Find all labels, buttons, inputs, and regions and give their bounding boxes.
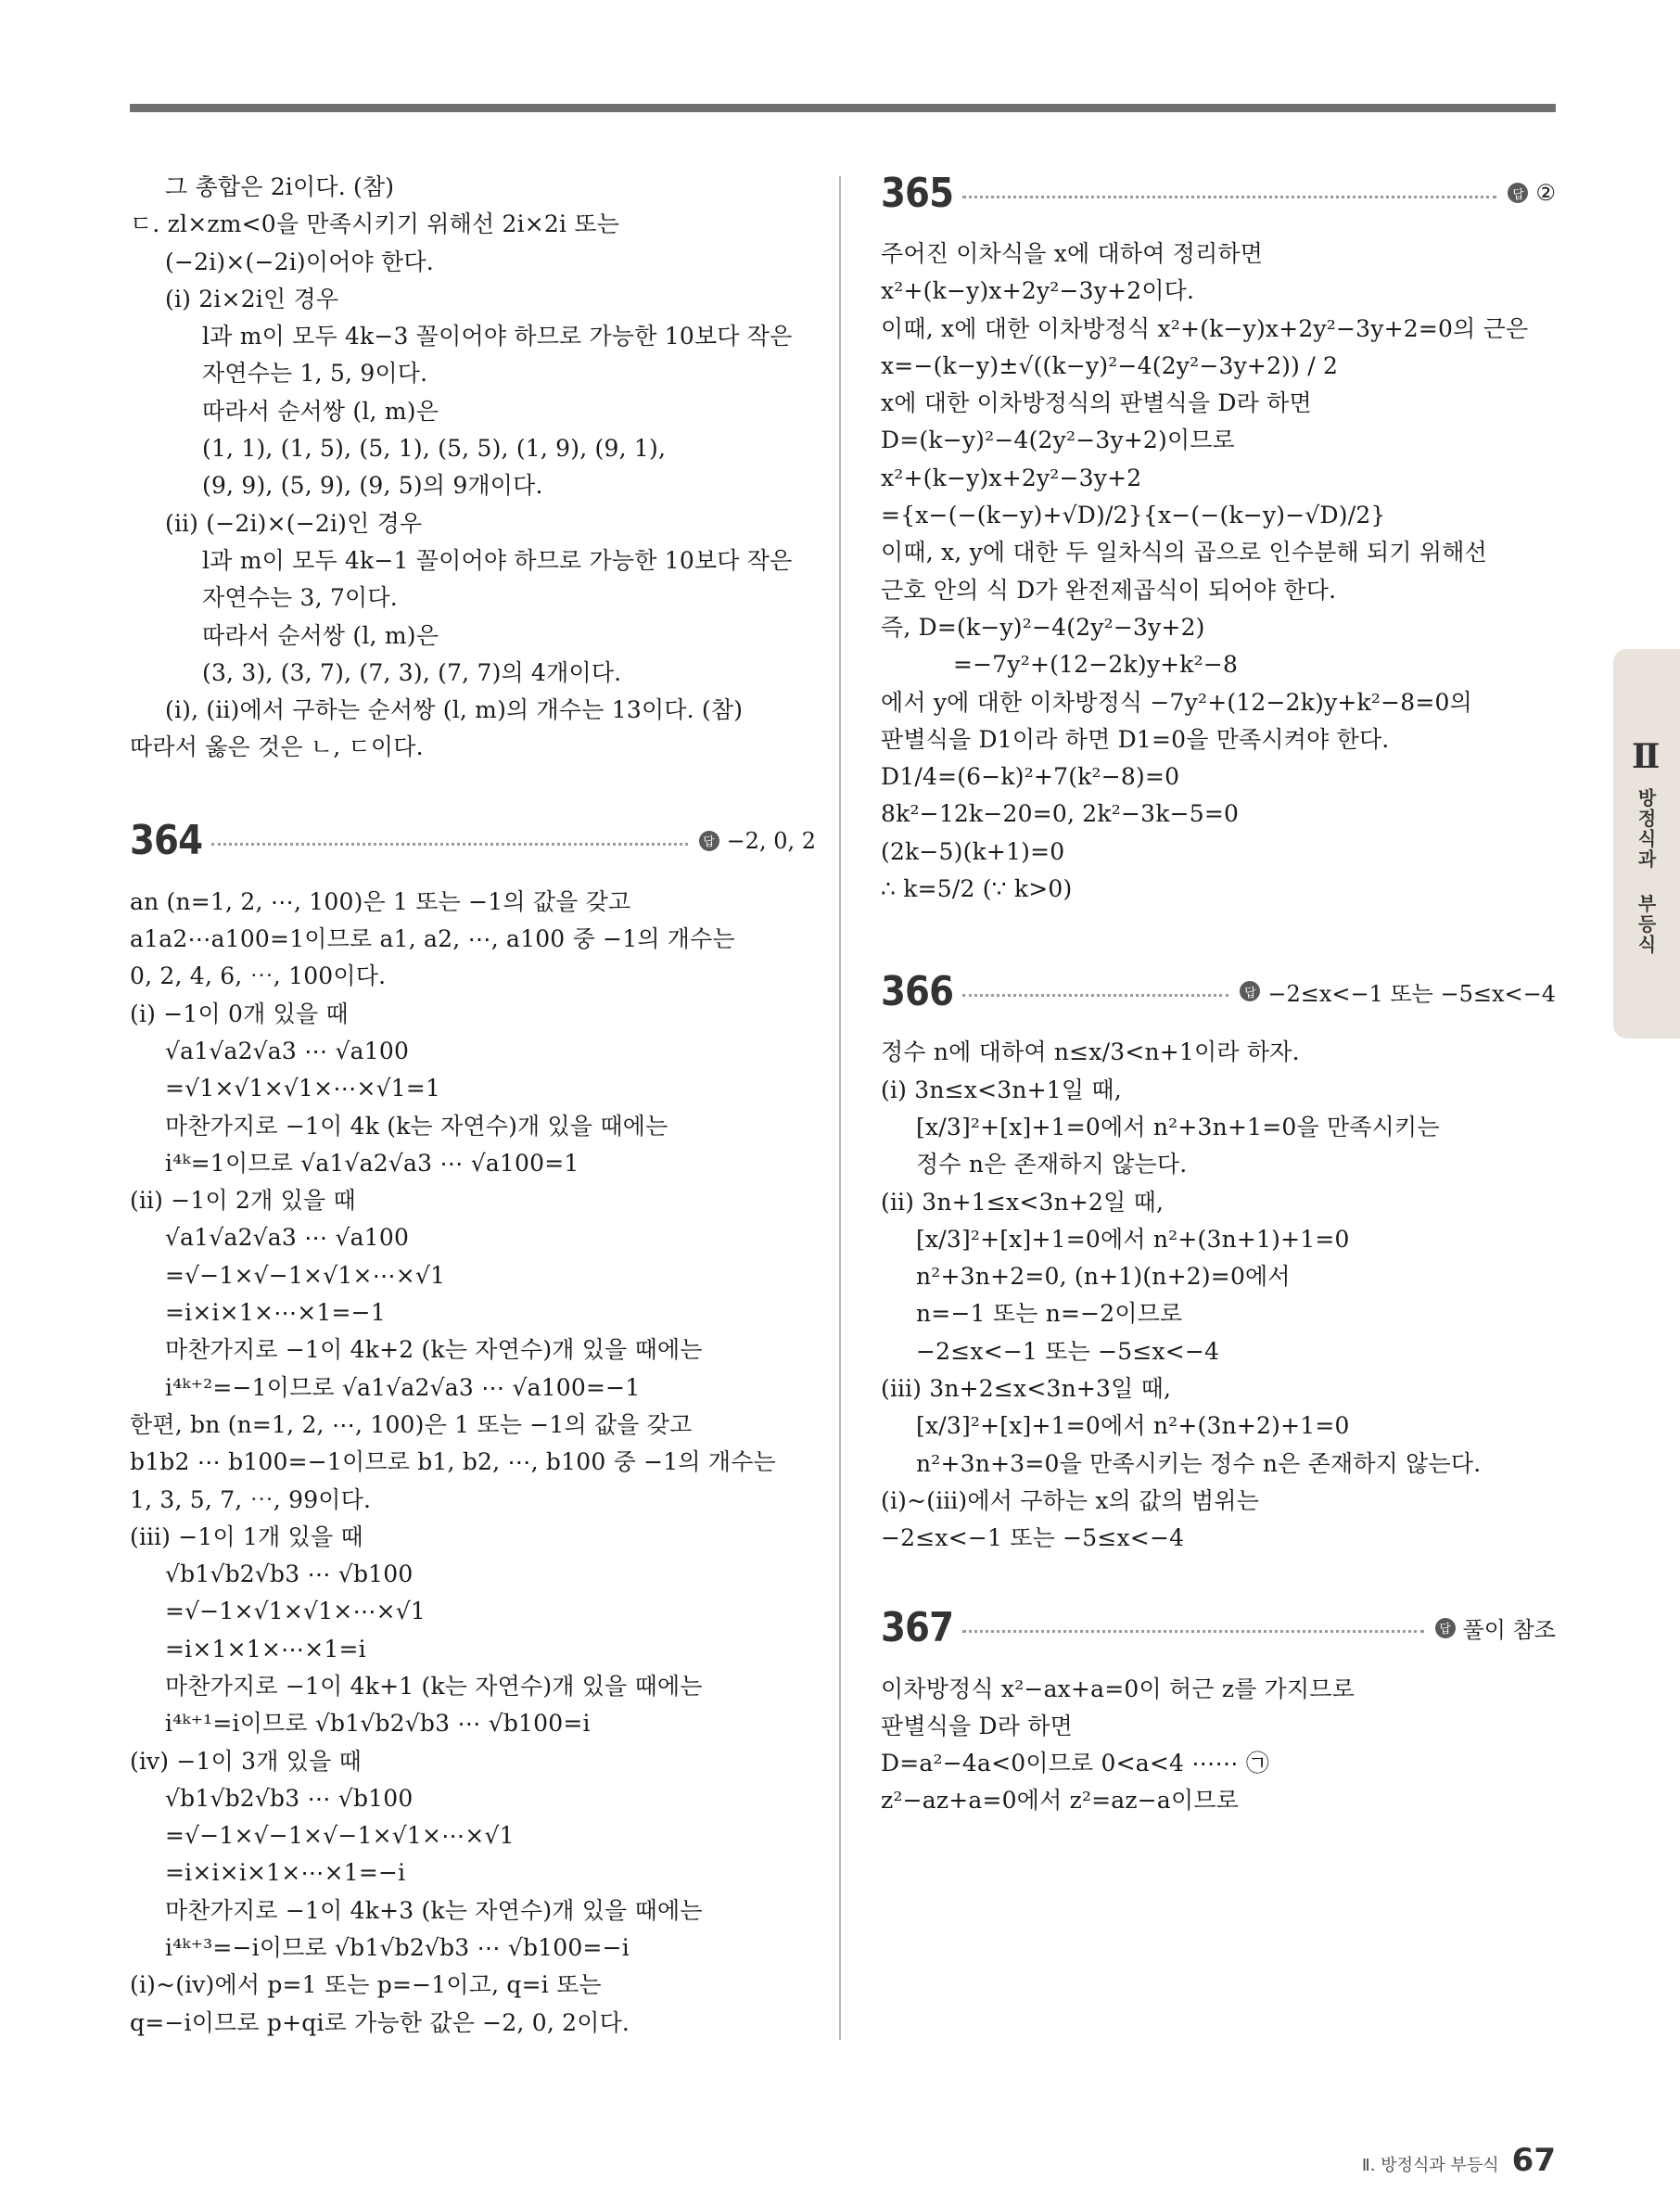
text-line: n²+3n+3=0을 만족시키는 정수 n은 존재하지 않는다. — [916, 1449, 1482, 1477]
text-line: (−2i)×(−2i)이어야 한다. — [165, 248, 434, 275]
text-line: (ⅰ), (ⅱ)에서 구하는 순서쌍 (l, m)의 개수는 13이다. (참) — [165, 696, 744, 724]
text-line: i⁴ᵏ=1이므로 √a1√a2√a3 ⋯ √a100=1 — [165, 1149, 579, 1177]
problem-number: 365 — [881, 169, 954, 217]
left-column — [130, 169, 816, 2042]
leader-dots — [962, 1630, 1424, 1633]
text-line: i⁴ᵏ⁺²=−1이므로 √a1√a2√a3 ⋯ √a100=−1 — [165, 1373, 641, 1401]
text-line: 근호 안의 식 D가 완전제곱식이 되어야 한다. — [881, 576, 1337, 604]
text-line: 즉, D=(k−y)²−4(2y²−3y+2) — [881, 613, 1205, 641]
problem-364-header — [130, 808, 816, 874]
problem-367-body — [881, 1671, 1556, 1820]
text-line: =−7y²+(12−2k)y+k²−8 — [953, 651, 1239, 679]
footer-section-title: Ⅱ. 방정식과 부등식 — [1361, 2156, 1499, 2175]
text-line: 마찬가지로 −1이 4k+3 (k는 자연수)개 있을 때에는 — [165, 1896, 703, 1924]
text-line: (ⅲ) −1이 1개 있을 때 — [130, 1522, 363, 1550]
text-line: 8k²−12k−20=0, 2k²−3k−5=0 — [881, 800, 1240, 828]
answer-text: 풀이 참조 — [1462, 1617, 1556, 1643]
problem-366-body — [881, 1034, 1556, 1557]
prev-solution-continued — [130, 169, 816, 767]
chapter-roman-numeral: Ⅱ — [1632, 737, 1661, 776]
text-line: n=−1 또는 n=−2이므로 — [916, 1300, 1183, 1328]
text-line: l과 m이 모두 4k−1 꼴이어야 하므로 가능한 10보다 작은 — [202, 546, 793, 574]
text-line: a1a2⋯a100=1이므로 a1, a2, ⋯, a100 중 −1의 개수는 — [130, 925, 735, 953]
text-line: (9, 9), (5, 9), (9, 5)의 9개이다. — [202, 472, 543, 500]
text-line: b1b2 ⋯ b100=−1이므로 b1, b2, ⋯, b100 중 −1의 개수는 — [130, 1448, 776, 1476]
text-line: 한편, bn (n=1, 2, ⋯, 100)은 1 또는 −1의 값을 갖고 — [130, 1410, 693, 1438]
text-line: √a1√a2√a3 ⋯ √a100 — [165, 1224, 410, 1252]
text-line: (ⅰ) 2i×2i인 경우 — [165, 285, 339, 312]
text-line: 이때, x, y에 대한 두 일차식의 곱으로 인수분해 되기 위해선 — [881, 539, 1487, 567]
text-line: =√−1×√−1×√−1×√1×⋯×√1 — [165, 1822, 515, 1850]
problem-367-header — [881, 1595, 1556, 1662]
text-line: i⁴ᵏ⁺³=−i이므로 √b1√b2√b3 ⋯ √b100=−i — [165, 1934, 630, 1962]
text-line: 주어진 이차식을 x에 대하여 정리하면 — [881, 240, 1264, 267]
text-line: (ⅲ) 3n+2≤x<3n+3일 때, — [881, 1375, 1172, 1403]
text-line: ={x−(−(k−y)+√D)/2}{x−(−(k−y)−√D)/2} — [881, 502, 1386, 529]
problem-366-header — [881, 958, 1556, 1025]
text-line: (ⅰ) −1이 0개 있을 때 — [130, 1000, 349, 1027]
text-line: 정수 n에 대하여 n≤x/3<n+1이라 하자. — [881, 1038, 1300, 1066]
text-line: 에서 y에 대한 이차방정식 −7y²+(12−2k)y+k²−8=0의 — [881, 688, 1472, 716]
text-line: x에 대한 이차방정식의 판별식을 D라 하면 — [881, 389, 1312, 417]
answer-text: −2≤x<−1 또는 −5≤x<−4 — [1267, 980, 1556, 1007]
text-line: √a1√a2√a3 ⋯ √a100 — [165, 1037, 410, 1064]
text-line: 따라서 순서쌍 (l, m)은 — [202, 621, 439, 649]
text-line: 판별식을 D1이라 하면 D1=0을 만족시켜야 한다. — [881, 725, 1390, 753]
text-line: =√1×√1×√1×⋯×√1=1 — [165, 1075, 441, 1102]
answer-icon: 답 — [1435, 1618, 1456, 1638]
problem-364-body — [130, 884, 816, 2042]
text-line: q=−i이므로 p+qi로 가능한 값은 −2, 0, 2이다. — [130, 2008, 630, 2036]
text-line: (3, 3), (3, 7), (7, 3), (7, 7)의 4개이다. — [202, 658, 622, 686]
text-line: [x/3]²+[x]+1=0에서 n²+3n+1=0을 만족시키는 — [916, 1113, 1440, 1140]
text-line: √b1√b2√b3 ⋯ √b100 — [165, 1560, 414, 1588]
problem-365-body — [881, 236, 1556, 908]
text-line: (ⅰ)~(ⅲ)에서 구하는 x의 값의 범위는 — [881, 1486, 1260, 1514]
text-line: √b1√b2√b3 ⋯ √b100 — [165, 1784, 414, 1812]
text-line: =i×1×1×⋯×1=i — [165, 1635, 366, 1662]
problem-number: 367 — [881, 1604, 954, 1651]
answer-icon: 답 — [1508, 183, 1528, 203]
text-line: 자연수는 1, 5, 9이다. — [202, 360, 428, 388]
answer-text: ② — [1535, 180, 1556, 206]
text-line: 1, 3, 5, 7, ⋯, 99이다. — [130, 1485, 372, 1513]
text-line: z²−az+a=0에서 z²=az−a이므로 — [881, 1787, 1240, 1815]
text-line: 마찬가지로 −1이 4k+1 (k는 자연수)개 있을 때에는 — [165, 1672, 703, 1700]
text-line: 자연수는 3, 7이다. — [202, 584, 398, 612]
text-line: x²+(k−y)x+2y²−3y+2이다. — [881, 277, 1195, 305]
text-line: 0, 2, 4, 6, ⋯, 100이다. — [130, 962, 387, 990]
text-line: 따라서 순서쌍 (l, m)은 — [202, 397, 439, 425]
text-line: −2≤x<−1 또는 −5≤x<−4 — [881, 1524, 1185, 1552]
text-line: [x/3]²+[x]+1=0에서 n²+(3n+2)+1=0 — [916, 1412, 1350, 1440]
text-line: 마찬가지로 −1이 4k (k는 자연수)개 있을 때에는 — [165, 1112, 668, 1140]
text-line: D=a²−4a<0이므로 0<a<4 ⋯⋯ ㉠ — [881, 1750, 1270, 1777]
text-line: (ⅰ)~(ⅳ)에서 p=1 또는 p=−1이고, q=i 또는 — [130, 1971, 602, 1999]
text-line: =√−1×√1×√1×⋯×√1 — [165, 1598, 426, 1625]
top-rule — [130, 104, 1556, 112]
text-line: 그 총합은 2i이다. (참) — [165, 173, 395, 200]
problem-number: 366 — [881, 967, 954, 1015]
text-line: x=−(k−y)±√((k−y)²−4(2y²−3y+2)) / 2 — [881, 351, 1339, 379]
text-line: =√−1×√−1×√1×⋯×√1 — [165, 1261, 446, 1289]
text-line: [x/3]²+[x]+1=0에서 n²+(3n+1)+1=0 — [916, 1225, 1350, 1253]
problem-number: 364 — [130, 817, 203, 865]
text-line: (ⅰ) 3n≤x<3n+1일 때, — [881, 1076, 1122, 1103]
text-line: (ⅱ) (−2i)×(−2i)인 경우 — [165, 509, 423, 537]
text-line: 마찬가지로 −1이 4k+2 (k는 자연수)개 있을 때에는 — [165, 1336, 703, 1364]
text-line: (ⅱ) 3n+1≤x<3n+2일 때, — [881, 1188, 1165, 1216]
text-line: =i×i×1×⋯×1=−1 — [165, 1299, 386, 1327]
text-line: ㄷ. zl×zm<0을 만족시키기 위해선 2i×2i 또는 — [130, 210, 620, 238]
text-line: 정수 n은 존재하지 않는다. — [916, 1151, 1188, 1178]
text-line: 따라서 옳은 것은 ㄴ, ㄷ이다. — [130, 733, 424, 761]
text-line: D=(k−y)²−4(2y²−3y+2)이므로 — [881, 427, 1236, 454]
right-column — [881, 169, 1556, 1820]
answer-icon: 답 — [699, 831, 719, 851]
text-line: (2k−5)(k+1)=0 — [881, 837, 1065, 865]
page-footer — [1362, 2142, 1556, 2179]
text-line: 판별식을 D라 하면 — [881, 1712, 1073, 1739]
answer-icon: 답 — [1240, 981, 1260, 1001]
text-line: an (n=1, 2, ⋯, 100)은 1 또는 −1의 값을 갖고 — [130, 887, 631, 915]
text-line: 이때, x에 대한 이차방정식 x²+(k−y)x+2y²−3y+2=0의 근은 — [881, 314, 1529, 342]
text-line: ∴ k=5/2 (∵ k>0) — [881, 875, 1073, 903]
column-divider — [839, 176, 841, 2040]
leader-dots — [962, 196, 1496, 198]
leader-dots — [962, 994, 1228, 997]
text-line: x²+(k−y)x+2y²−3y+2 — [881, 464, 1142, 491]
text-line: −2≤x<−1 또는 −5≤x<−4 — [916, 1337, 1220, 1365]
chapter-tab-label: 방정식과 부등식 — [1635, 788, 1657, 955]
text-line: n²+3n+2=0, (n+1)(n+2)=0에서 — [916, 1263, 1291, 1291]
text-line: (1, 1), (1, 5), (5, 1), (5, 5), (1, 9), (9, 1), — [202, 435, 667, 463]
problem-365-header — [881, 159, 1556, 226]
text-line: (ⅱ) −1이 2개 있을 때 — [130, 1187, 356, 1215]
answer-text: −2, 0, 2 — [726, 827, 816, 854]
text-line: l과 m이 모두 4k−3 꼴이어야 하므로 가능한 10보다 작은 — [202, 323, 793, 350]
text-line: (ⅳ) −1이 3개 있을 때 — [130, 1747, 362, 1775]
text-line: D1/4=(6−k)²+7(k²−8)=0 — [881, 763, 1180, 791]
text-line: i⁴ᵏ⁺¹=i이므로 √b1√b2√b3 ⋯ √b100=i — [165, 1710, 591, 1738]
text-line: =i×i×i×1×⋯×1=−i — [165, 1859, 406, 1887]
text-line: 이차방정식 x²−ax+a=0이 허근 z를 가지므로 — [881, 1675, 1355, 1702]
page-number: 67 — [1511, 2142, 1556, 2179]
leader-dots — [211, 843, 688, 846]
